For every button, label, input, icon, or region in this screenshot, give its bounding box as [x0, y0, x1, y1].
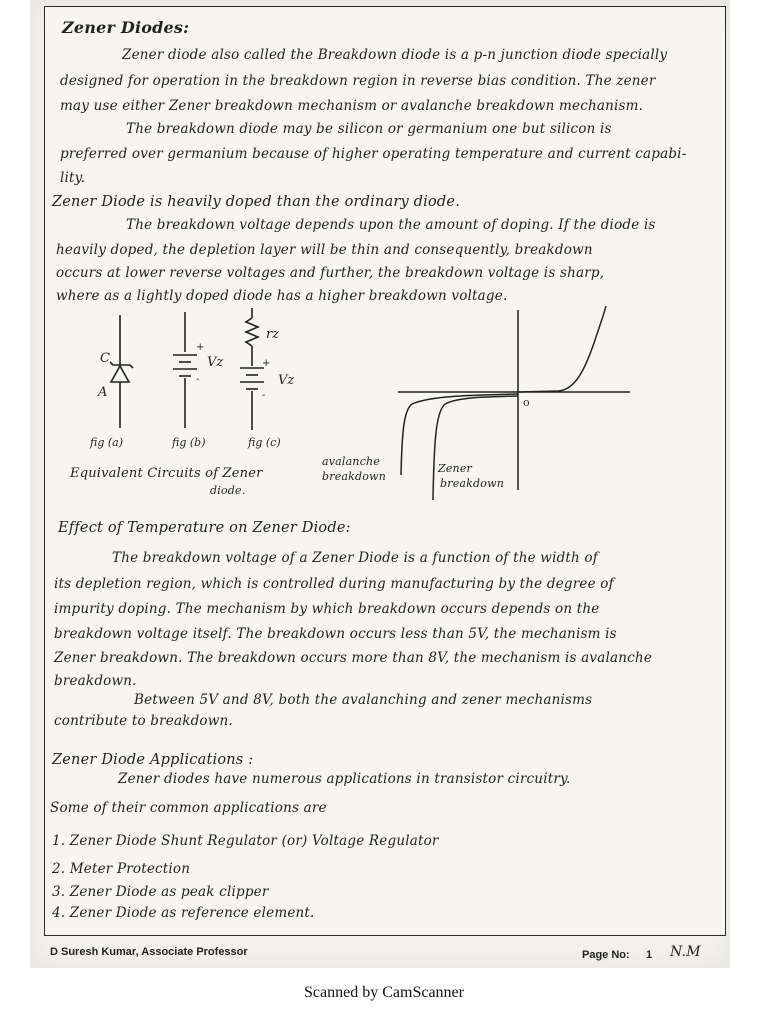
temperature-line: breakdown. — [54, 673, 137, 689]
resistor-zigzag — [246, 318, 258, 346]
anode-label: A — [98, 385, 108, 400]
application-item: 3. Zener Diode as peak clipper — [52, 884, 269, 900]
temperature-line: Zener breakdown. The breakdown occurs more than 8V, the mechanism is avalanche — [54, 650, 653, 666]
minus-label: - — [196, 374, 200, 385]
temperature-line: Between 5V and 8V, both the avalanching and zener mechanisms — [134, 692, 593, 708]
doping-line: The breakdown voltage depends upon the amount of doping. If the diode is — [126, 217, 656, 233]
intro-line: lity. — [60, 170, 86, 186]
fig-a-label: fig (a) — [90, 436, 124, 449]
intro-line: may use either Zener breakdown mechanism or avalanche breakdown mechanism. — [60, 98, 644, 114]
fig-b-label: fig (b) — [172, 436, 206, 449]
temperature-line: breakdown voltage itself. The breakdown occurs less than 5V, the mechanism is — [54, 626, 617, 642]
intro-line: The breakdown diode may be silicon or germanium one but silicon is — [126, 121, 612, 137]
temperature-line: The breakdown voltage of a Zener Diode is a function of the width of — [112, 550, 598, 566]
applications-line: Zener diodes have numerous applications in transistor circuitry. — [118, 771, 571, 787]
avalanche-label: breakdown — [322, 470, 386, 483]
temperature-line: contribute to breakdown. — [54, 713, 233, 729]
rz-label: rz — [266, 327, 280, 342]
intro-line: designed for operation in the breakdown region in reverse bias condition. The zener — [60, 73, 656, 89]
application-item: 4. Zener Diode as reference element. — [52, 905, 315, 921]
cathode-label: C — [100, 351, 110, 366]
figure-caption: diode. — [210, 484, 246, 497]
page-title: Zener Diodes: — [62, 18, 190, 37]
origin-label: o — [523, 396, 530, 409]
vz-label: Vz — [278, 373, 295, 388]
doping-line: heavily doped, the depletion layer will be thin and consequently, breakdown — [56, 242, 593, 258]
footer-page-number: 1 — [646, 949, 653, 961]
plus-label: + — [196, 342, 205, 353]
plus-label: + — [262, 358, 271, 369]
scanner-caption: Scanned by CamScanner — [304, 984, 464, 1001]
application-item: 2. Meter Protection — [52, 861, 191, 877]
avalanche-label: avalanche — [322, 455, 381, 468]
applications-line: Some of their common applications are — [50, 800, 327, 816]
fig-c-label: fig (c) — [248, 436, 281, 449]
zener-breakdown-label: Zener — [438, 462, 473, 475]
temperature-line: its depletion region, which is controlled during manufacturing by the degree of — [54, 576, 614, 592]
doping-line: occurs at lower reverse voltages and further, the breakdown voltage is sharp, — [56, 265, 605, 281]
doping-heading: Zener Diode is heavily doped than the ordinary diode. — [52, 194, 460, 210]
zener-vi-characteristic — [390, 300, 650, 500]
doping-line: where as a lightly doped diode has a higher breakdown voltage. — [56, 288, 508, 304]
zener-breakdown-label: breakdown — [440, 477, 504, 490]
applications-heading: Zener Diode Applications : — [52, 752, 254, 768]
footer-page-label: Page No: — [582, 949, 630, 961]
intro-line: preferred over germanium because of higher operating temperature and current capabi- — [60, 146, 687, 162]
temperature-line: impurity doping. The mechanism by which breakdown occurs depends on the — [54, 601, 600, 617]
minus-label: - — [262, 390, 266, 401]
footer-initials: N.M — [670, 944, 701, 960]
forward-curve — [518, 306, 606, 392]
zener-triangle — [111, 366, 129, 382]
temperature-heading: Effect of Temperature on Zener Diode: — [58, 520, 351, 536]
footer-author: D Suresh Kumar, Associate Professor — [50, 946, 248, 958]
intro-line: Zener diode also called the Breakdown diode is a p-n junction diode specially — [122, 47, 668, 63]
figure-caption: Equivalent Circuits of Zener — [70, 466, 263, 481]
vz-label: Vz — [207, 355, 224, 370]
application-item: 1. Zener Diode Shunt Regulator (or) Voltage Regulator — [52, 833, 439, 849]
